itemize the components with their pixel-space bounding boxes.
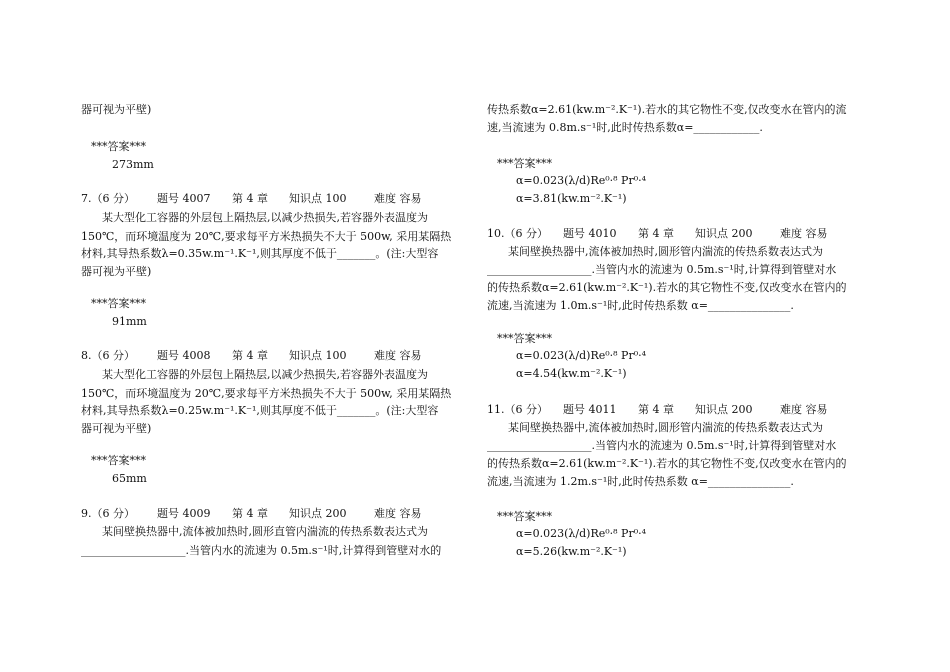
q7-knowledge-point: 知识点 100: [289, 192, 347, 205]
q8-line-4: 器可视为平壁): [81, 422, 152, 435]
q8-number: 8.（6 分）: [81, 349, 135, 362]
q10-difficulty: 难度 容易: [780, 227, 828, 240]
q9-number: 9.（6 分）: [81, 507, 135, 520]
q8-line-1: 某大型化工容器的外层包上隔热层,以减少热损失,若容器外表温度为: [102, 368, 428, 381]
q9-chapter: 第 4 章: [232, 507, 268, 520]
q7-line-2: 150℃，而环境温度为 20℃,要求每平方米热损失不大于 500w, 采用某隔热: [81, 230, 452, 243]
q9-answer-label: ***答案***: [497, 157, 552, 170]
q10-line-1: 某间壁换热器中,流体被加热时,圆形管内湍流的传热系数表达式为: [508, 245, 823, 258]
q9-answer-value: α=3.81(kw.m⁻².K⁻¹): [516, 192, 627, 205]
q11-difficulty: 难度 容易: [780, 403, 828, 416]
q10-chapter: 第 4 章: [638, 227, 674, 240]
q7-header: [81, 191, 422, 207]
q7-line-1: 某大型化工容器的外层包上隔热层,以减少热损失,若容器外表温度为: [102, 211, 428, 224]
q7-answer: 91mm: [112, 315, 147, 328]
q8-header: [81, 348, 422, 364]
q11-line-4: 流速,当流速为 1.2m.s⁻¹时,此时传热系数 α=_______________.: [487, 475, 794, 488]
q11-line-3: 的传热系数α=2.61(kw.m⁻².K⁻¹).若水的其它物性不变,仅改变水在管内的: [487, 457, 847, 470]
q11-answer-value: α=5.26(kw.m⁻².K⁻¹): [516, 545, 627, 558]
q8-line-3: 材料,其导热系数λ=0.25w.m⁻¹.K⁻¹,则其厚度不低于_______。(注:大型容: [81, 404, 439, 417]
q9-line-1: 某间壁换热器中,流体被加热时,圆形直管内湍流的传热系数表达式为: [102, 525, 428, 538]
q6-answer: 273mm: [112, 158, 154, 171]
q10-line-3: 的传热系数α=2.61(kw.m⁻².K⁻¹).若水的其它物性不变,仅改变水在管内的: [487, 281, 847, 294]
q8-answer-label: ***答案***: [91, 454, 146, 467]
q10-header: [487, 226, 828, 242]
q11-line-2: ___________________.当管内水的流速为 0.5m.s⁻¹时,计算得到管壁对水: [487, 439, 837, 452]
q11-answer-label: ***答案***: [497, 510, 552, 523]
q9-line-3: 传热系数α=2.61(kw.m⁻².K⁻¹).若水的其它物性不变,仅改变水在管内的流: [487, 103, 847, 116]
q7-chapter: 第 4 章: [232, 192, 268, 205]
q10-knowledge-point: 知识点 200: [695, 227, 753, 240]
q11-number: 11.（6 分）: [487, 403, 548, 416]
q11-chapter: 第 4 章: [638, 403, 674, 416]
q10-id: 题号 4010: [563, 227, 617, 240]
q6-tail-text: 器可视为平壁): [81, 103, 152, 116]
q11-line-1: 某间壁换热器中,流体被加热时,圆形管内湍流的传热系数表达式为: [508, 421, 823, 434]
q10-line-2: ___________________.当管内水的流速为 0.5m.s⁻¹时,计算得到管壁对水: [487, 263, 837, 276]
q11-id: 题号 4011: [563, 403, 617, 416]
q7-number: 7.（6 分）: [81, 192, 135, 205]
q11-answer-formula: α=0.023(λ/d)Re⁰·⁸ Pr⁰·⁴: [516, 527, 647, 540]
q9-line-2: ___________________.当管内水的流速为 0.5m.s⁻¹时,计算得到管壁对水的: [81, 544, 442, 557]
q7-difficulty: 难度 容易: [374, 192, 422, 205]
q9-difficulty: 难度 容易: [374, 507, 422, 520]
q7-line-3: 材料,其导热系数λ=0.35w.m⁻¹.K⁻¹,则其厚度不低于_______。(注:大型容: [81, 247, 439, 260]
q8-line-2: 150℃，而环境温度为 20℃,要求每平方米热损失不大于 500w, 采用某隔热: [81, 387, 452, 400]
q8-answer: 65mm: [112, 472, 147, 485]
q9-header: [81, 506, 422, 522]
q11-knowledge-point: 知识点 200: [695, 403, 753, 416]
q10-answer-value: α=4.54(kw.m⁻².K⁻¹): [516, 367, 627, 380]
q8-id: 题号 4008: [157, 349, 211, 362]
q7-answer-label: ***答案***: [91, 297, 146, 310]
q7-id: 题号 4007: [157, 192, 211, 205]
q10-number: 10.（6 分）: [487, 227, 548, 240]
q10-line-4: 流速,当流速为 1.0m.s⁻¹时,此时传热系数 α=_______________.: [487, 299, 794, 312]
q11-header: [487, 402, 828, 418]
q9-id: 题号 4009: [157, 507, 211, 520]
q8-knowledge-point: 知识点 100: [289, 349, 347, 362]
q7-line-4: 器可视为平壁): [81, 265, 152, 278]
q10-answer-formula: α=0.023(λ/d)Re⁰·⁸ Pr⁰·⁴: [516, 349, 647, 362]
q9-knowledge-point: 知识点 200: [289, 507, 347, 520]
q6-answer-label: ***答案***: [91, 140, 146, 153]
q8-difficulty: 难度 容易: [374, 349, 422, 362]
q8-chapter: 第 4 章: [232, 349, 268, 362]
q9-answer-formula: α=0.023(λ/d)Re⁰·⁸ Pr⁰·⁴: [516, 174, 647, 187]
q10-answer-label: ***答案***: [497, 332, 552, 345]
q9-line-4: 速,当流速为 0.8m.s⁻¹时,此时传热系数α=____________.: [487, 121, 763, 134]
